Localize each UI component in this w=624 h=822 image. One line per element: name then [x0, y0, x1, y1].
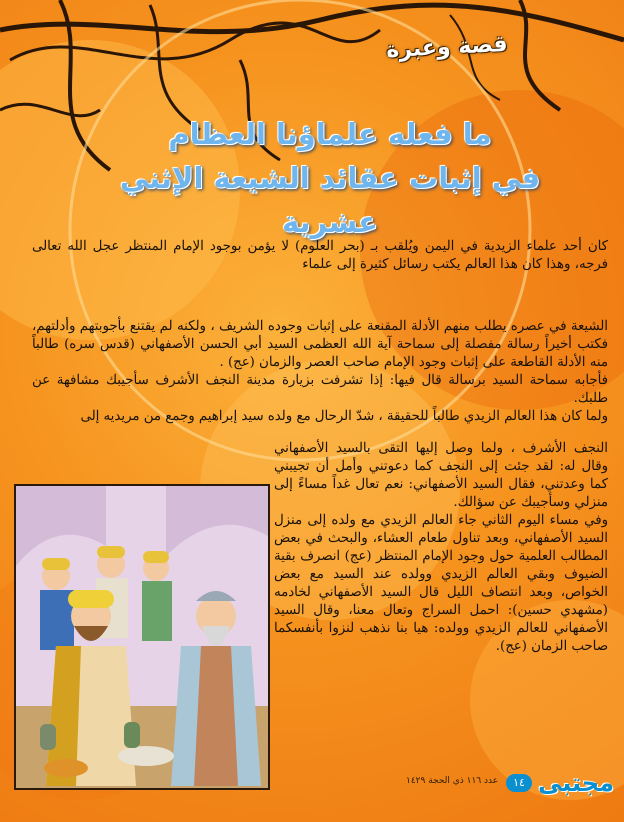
issue-info: عدد ١١٦ ذي الحجة ١٤٢٩	[406, 776, 499, 786]
page-footer	[404, 770, 614, 796]
story-illustration	[14, 484, 270, 790]
paragraph-body-1: الشيعة في عصره يطلب منهم الأدلة المقنعة على إثبات وجوده الشريف ، ولكنه لم يقتنع بأجوبتهم وأدلتهم، فكتب أخيراً رسالة مفصلة إلى سماحة آية الله العظمى السيد أبي الحسن الأصفهاني (قدس سره) طالباً منه الأدلة القاطعة على إثبات وجود الإمام صاحب العصر والزمان (عج) .	[32, 319, 608, 370]
page-number-badge: ١٤	[506, 774, 532, 792]
magazine-logo: مجتبى	[537, 769, 614, 797]
paragraph-body	[32, 318, 608, 426]
title-line-1: ما فعله علماؤنا العظام	[168, 117, 492, 151]
section-tag: قصة وعبرة	[385, 31, 509, 64]
paragraph-body-2: فأجابه سماحة السيد برسالة قال فيها: إذا تشرفت بزيارة مدينة النجف الأشرف سأجيبك مشافهة عن طلبك.	[32, 373, 608, 406]
paragraph-column-1: النجف الأشرف ، ولما وصل إليها التقى بالسيد الأصفهاني وقال له: لقد جئت إلى النجف كما دعوتني وأمل أن تجيبني كما وعدتني، فقال السيد الأصفهاني: نعم تعال غداً مساءً إلى منزلي وسأجيبك عن سؤالك.	[274, 441, 608, 510]
paragraph-column-2: وفي مساء اليوم الثاني جاء العالم الزيدي مع ولده إلى منزل السيد الأصفهاني، وبعد تناول طعام العشاء، والبحث في بعض المطالب العلمية حول وجود الإمام المنتظر (عج) انصرف بقية الضيوف وبقي العالم الزيدي وولده عند السيد مع بعض الخواص، وبعد انتصاف الليل قال السيد الأصفهاني لخادمه (مشهدي حسين): احمل السراج وتعال معنا، وقال السيد الأصفهاني للعالم الزيدي وولده: هيا بنا نذهب لنزوا بأنفسكما صاحب الزمان (عج).	[274, 513, 608, 654]
paragraph-intro: كان أحد علماء الزيدية في اليمن ويُلقب بـ (بحر العلوم) لا يؤمن بوجود الإمام المنتظر عجل الله تعالى فرجه، وهذا كان هذا العالم يكتب رسائل كثيرة إلى علماء	[32, 239, 608, 272]
paragraph-column	[274, 440, 608, 656]
title-line-2: في إثبات عقائد الشيعة الإثني عشرية	[119, 161, 541, 239]
article-title	[80, 112, 580, 244]
paragraph-body-3: ولما كان هذا العالم الزيدي طالباً للحقيقة ، شدّ الرحال مع ولده سيد إبراهيم وجمع من مريديه إلى	[80, 409, 608, 424]
